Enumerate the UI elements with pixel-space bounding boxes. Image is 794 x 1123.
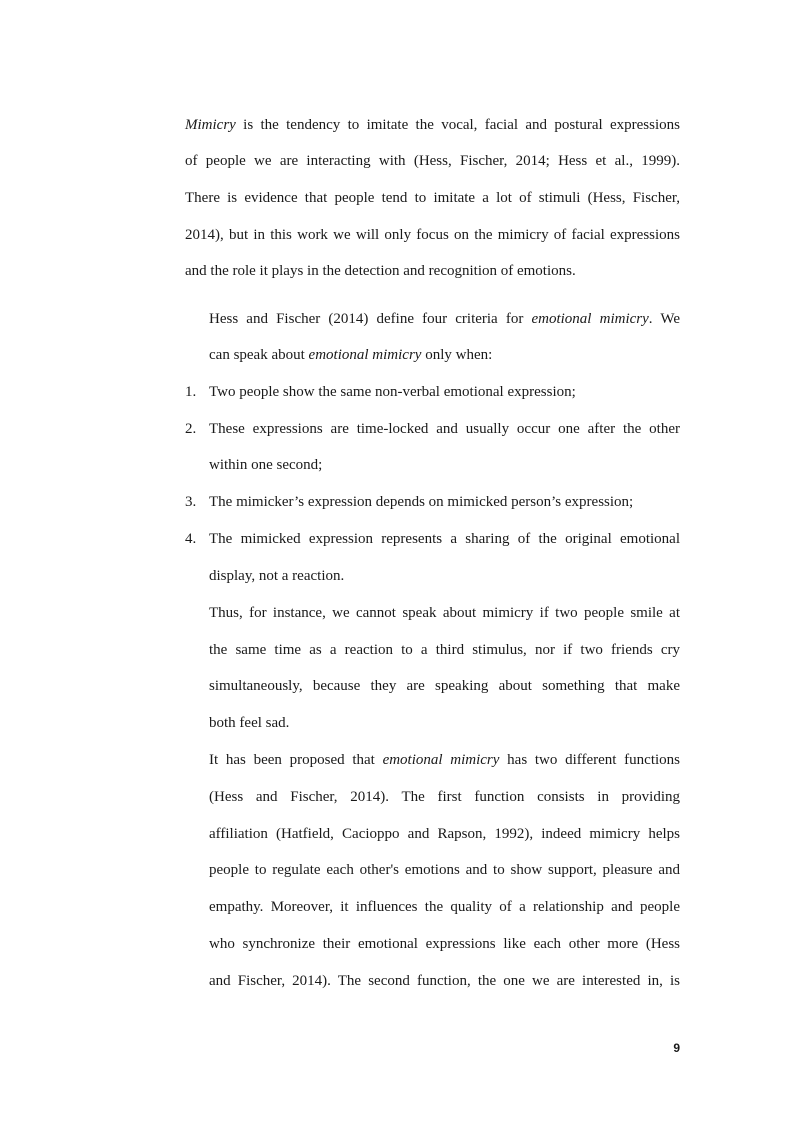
paragraph-4-line-4: people to regulate each other's emotions and to show support, pleasure and — [209, 862, 680, 878]
paragraph-4-line-3: affiliation (Hatfield, Cacioppo and Rapson, 1992), indeed mimicry helps — [209, 826, 680, 842]
paragraph-3-line-3: simultaneously, because they are speaking about something that make — [209, 678, 680, 694]
paragraph-4-line-7: and Fischer, 2014). The second function, the one we are interested in, is — [209, 973, 680, 989]
paragraph-1-line-1: Mimicry is the tendency to imitate the vocal, facial and postural expressions — [185, 117, 680, 133]
list-item-3-text: The mimicker’s expression depends on mimicked person’s expression; — [209, 494, 634, 510]
paragraph-3-line-4: both feel sad. — [209, 715, 290, 731]
paragraph-4-line-6: who synchronize their emotional expressions like each other more (Hess — [209, 936, 680, 952]
list-item-2-text-line-1: These expressions are time-locked and usually occur one after the other — [209, 421, 680, 437]
term-mimicry: Mimicry — [185, 117, 236, 133]
paragraph-3-line-2: the same time as a reaction to a third stimulus, nor if two friends cry — [209, 642, 680, 658]
list-item-1-number: 1. — [185, 384, 197, 400]
paragraph-4-line-1: It has been proposed that emotional mimicry has two different functions — [209, 752, 680, 768]
list-item-3-number: 3. — [185, 494, 197, 510]
list-item-4-number: 4. — [185, 531, 197, 547]
paragraph-1-line-4: 2014), but in this work we will only focus on the mimicry of facial expressions — [185, 227, 680, 243]
list-item-1-text: Two people show the same non-verbal emotional expression; — [209, 384, 576, 400]
paragraph-1-line-5: and the role it plays in the detection and recognition of emotions. — [185, 263, 576, 279]
paragraph-3-line-1: Thus, for instance, we cannot speak about mimicry if two people smile at — [209, 605, 680, 621]
paragraph-4-line-2: (Hess and Fischer, 2014). The first function consists in providing — [209, 789, 680, 805]
paragraph-4-line-5: empathy. Moreover, it influences the quality of a relationship and people — [209, 899, 680, 915]
list-item-4-text-line-1: The mimicked expression represents a sharing of the original emotional — [209, 531, 680, 547]
paragraph-1-line-2: of people we are interacting with (Hess, Fischer, 2014; Hess et al., 1999). — [185, 153, 680, 169]
paragraph-2-line-1: Hess and Fischer (2014) define four criteria for emotional mimicry. We — [209, 311, 680, 327]
paragraph-2-line-2: can speak about emotional mimicry only when: — [209, 347, 493, 363]
page-number: 9 — [673, 1041, 680, 1055]
list-item-4-text-line-2: display, not a reaction. — [209, 568, 345, 584]
list-item-2-number: 2. — [185, 421, 197, 437]
list-item-2-text-line-2: within one second; — [209, 457, 323, 473]
paragraph-1-line-3: There is evidence that people tend to imitate a lot of stimuli (Hess, Fischer, — [185, 190, 680, 206]
